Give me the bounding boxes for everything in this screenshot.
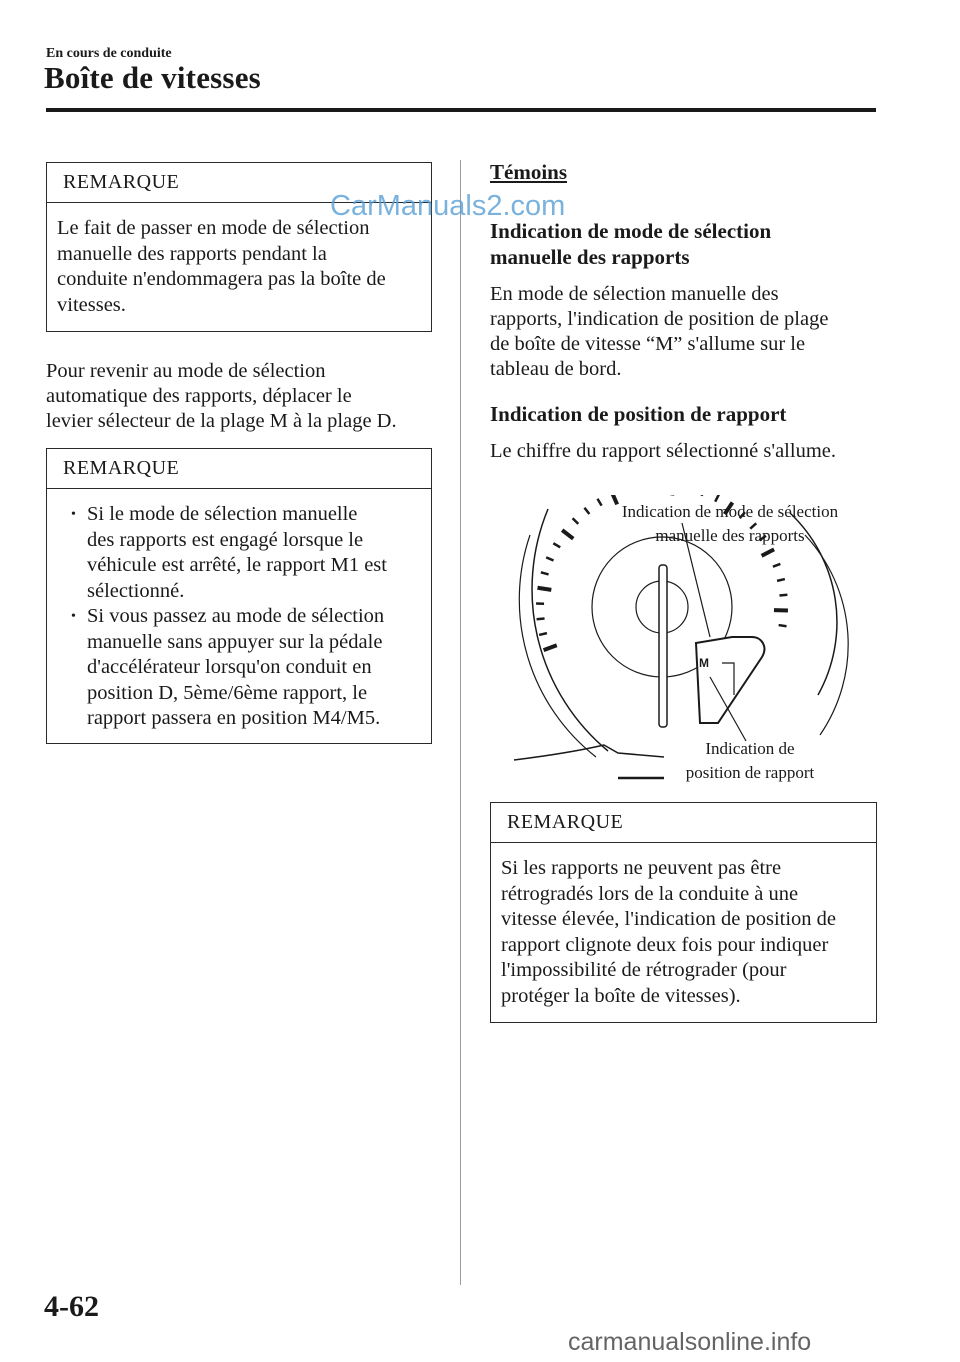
note-line: vitesse élevée, l'indication de position de [501,908,837,930]
subheading-manual-mode [490,218,771,270]
page-title: Boîte de vitesses [44,60,261,95]
section-label: En cours de conduite [46,46,172,61]
figure-label-manual-mode [600,500,860,548]
subheading-gear-position: Indication de position de rapport [490,402,787,426]
note-line: vitesses. [57,293,126,316]
list-item-line: rapport passera en position M4/M5. [87,707,381,729]
list-item-line: manuelle sans appuyer sur la pédale [87,630,383,653]
note-heading: REMARQUE [47,449,431,489]
list-item [57,604,421,732]
gauge-tick [553,543,560,547]
figure-label-line: position de rapport [685,763,815,782]
gauge-tick [539,633,547,635]
list-item [57,502,421,604]
note-line: protéger la boîte de vitesses). [501,984,741,1007]
gauge-tick [573,518,579,524]
note-line: l'impossibilité de rétrograder (pour [501,959,787,981]
figure-label-line: manuelle des rapports [655,526,805,545]
note-heading: REMARQUE [47,163,431,203]
paragraph-line: de boîte de vitesse “M” s'allume sur le [490,333,806,355]
note-line: rapport clignote deux fois pour indiquer [501,933,829,956]
note-box-1 [46,162,432,332]
gauge-tick [762,549,774,555]
section-heading-temoins: Témoins [490,160,568,184]
page-number: 4-62 [44,1290,99,1323]
paragraph-gear-position: Le chiffre du rapport sélectionné s'allume. [490,440,836,462]
list-item-line: véhicule est arrêté, le rapport M1 est [87,554,387,576]
note-line: manuelle des rapports pendant la [57,242,327,265]
gauge-tick [546,557,553,560]
note-line: conduite n'endommagera pas la boîte de [57,268,386,290]
gear-letter: M [699,656,709,670]
subheading-line: Indication de mode de sélection [490,219,772,243]
gauge-tick [541,572,549,574]
list-item-line: des rapports est engagé lorsque le [87,528,364,551]
figure-label-line: Indication de mode de sélection [621,502,839,521]
paragraph-line: Pour revenir au mode de sélection [46,360,326,382]
gauge-tick [779,625,787,626]
gauge-tick [777,579,785,581]
paragraph-line: levier sélecteur de la plage M à la plage D. [46,410,397,432]
gauge-tick [544,645,557,650]
figure-label-line: Indication de [705,739,795,758]
watermark: CarManuals2.com [330,190,566,222]
note-line: Le fait de passer en mode de sélection [57,217,370,239]
instrument-cluster-figure [500,495,870,785]
title-rule [46,108,876,112]
note-body [491,843,876,1021]
gauge-tick [537,619,545,620]
list-item-line: d'accélérateur lorsqu'on conduit en [87,656,372,678]
list-item-line: position D, 5ème/6ème rapport, le [87,681,368,704]
paragraph-return-auto [46,359,446,434]
list-item-line: • Si le mode de sélection manuelle [87,503,358,525]
gauge-tick [773,564,781,567]
list-item-line: • Si vous passez au mode de sélection [87,605,385,627]
paragraph-line: En mode de sélection manuelle des [490,283,779,305]
paragraph-line: automatique des rapports, déplacer le [46,385,352,407]
note-box-3 [490,802,877,1023]
gauge-tick [779,595,787,596]
footer-watermark: carmanualsonline.info [568,1328,812,1356]
paragraph-line: rapports, l'indication de position de plage [490,308,829,330]
paragraph-line: tableau de bord. [490,358,622,380]
note-box-2 [46,448,432,744]
note-body [47,489,431,744]
list-item-line: sélectionné. [87,579,185,602]
note-line: Si les rapports ne peuvent pas être [501,857,782,879]
note-heading: REMARQUE [491,803,876,843]
gauge-tick [562,530,573,539]
gauge-tick [702,495,705,496]
column-divider [460,160,461,1285]
note-line: rétrogradés lors de la conduite à une [501,882,799,905]
subheading-line: manuelle des rapports [490,245,690,269]
note-bullet-list [57,502,421,732]
paragraph-manual-mode [490,282,880,382]
gauge-tick [584,508,589,514]
gauge-tick [537,588,551,590]
figure-label-gear-position [660,737,840,785]
